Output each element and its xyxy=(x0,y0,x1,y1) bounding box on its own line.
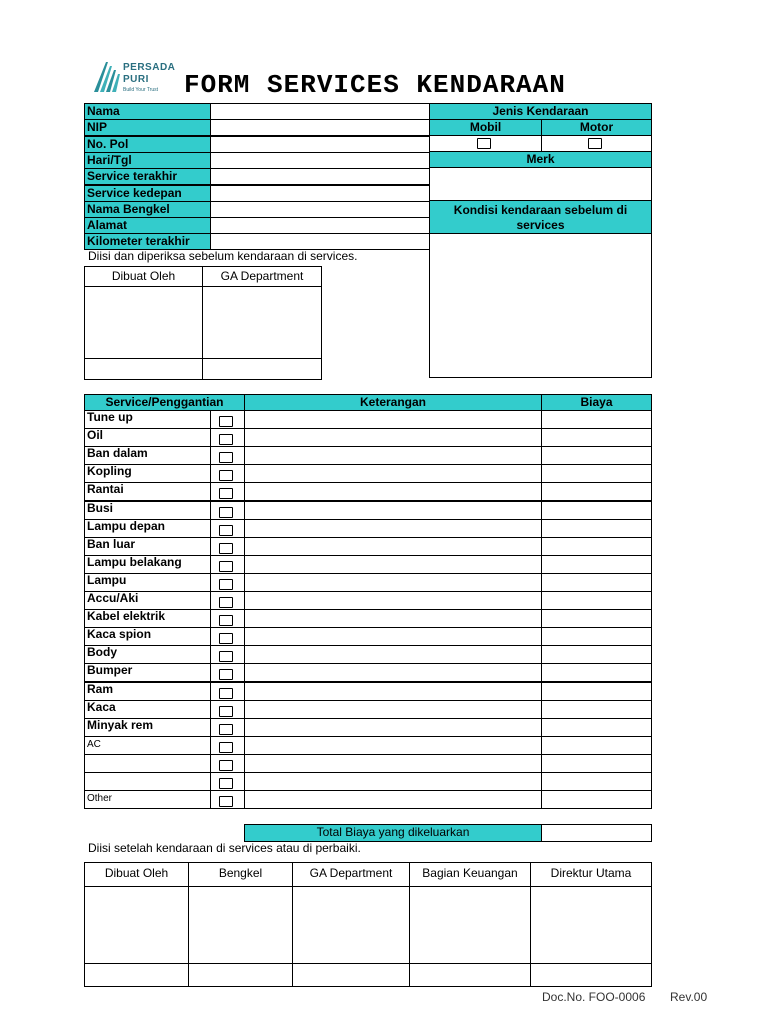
service-checkbox[interactable] xyxy=(219,669,233,680)
page-title: FORM SERVICES KENDARAAN xyxy=(184,70,566,100)
service-item-label: Rantai xyxy=(84,482,211,501)
mobil-checkbox-cell xyxy=(429,135,542,152)
service-item-label: Kaca xyxy=(84,700,211,719)
total-biaya-label: Total Biaya yang dikeluarkan xyxy=(244,824,542,842)
note-after: Diisi setelah kendaraan di services atau di perbaiki. xyxy=(88,841,361,855)
info-field[interactable] xyxy=(210,136,430,153)
motor-checkbox-cell xyxy=(541,135,652,152)
service-checkbox[interactable] xyxy=(219,778,233,789)
service-checkbox-cell xyxy=(210,718,245,737)
service-checkbox[interactable] xyxy=(219,579,233,590)
service-checkbox[interactable] xyxy=(219,416,233,427)
kondisi-field[interactable] xyxy=(429,233,652,378)
col-biaya-header: Biaya xyxy=(541,394,652,411)
service-checkbox[interactable] xyxy=(219,688,233,699)
sign-top-ga-label: GA Department xyxy=(202,266,322,287)
service-item-label: Minyak rem xyxy=(84,718,211,737)
service-checkbox-cell xyxy=(210,790,245,809)
service-item-label xyxy=(84,772,211,791)
service-checkbox-cell xyxy=(210,573,245,592)
motor-header: Motor xyxy=(541,119,652,136)
service-biaya-field[interactable] xyxy=(541,718,652,737)
service-checkbox-cell xyxy=(210,609,245,628)
service-checkbox[interactable] xyxy=(219,724,233,735)
total-biaya-field[interactable] xyxy=(541,824,652,842)
service-checkbox-cell xyxy=(210,537,245,556)
service-checkbox-cell xyxy=(210,627,245,646)
service-checkbox-cell xyxy=(210,682,245,701)
service-biaya-field[interactable] xyxy=(541,573,652,592)
info-label: Service kedepan xyxy=(84,185,211,202)
service-keterangan-field[interactable] xyxy=(244,790,542,809)
info-label: Nama xyxy=(84,103,211,120)
sign-bottom-name[interactable] xyxy=(292,963,410,987)
service-keterangan-field[interactable] xyxy=(244,772,542,791)
sign-bottom-field[interactable] xyxy=(530,886,652,964)
service-item-label: Other xyxy=(84,790,211,809)
sign-bottom-label: Bagian Keuangan xyxy=(409,862,531,887)
service-biaya-field[interactable] xyxy=(541,591,652,610)
service-keterangan-field[interactable] xyxy=(244,482,542,501)
mobil-checkbox[interactable] xyxy=(477,138,491,149)
service-keterangan-field[interactable] xyxy=(244,609,542,628)
sign-bottom-name[interactable] xyxy=(84,963,189,987)
service-biaya-field[interactable] xyxy=(541,609,652,628)
service-checkbox[interactable] xyxy=(219,651,233,662)
service-biaya-field[interactable] xyxy=(541,627,652,646)
note-before: Diisi dan diperiksa sebelum kendaraan di services. xyxy=(88,249,358,263)
sign-top-ga-field[interactable] xyxy=(202,286,322,359)
service-keterangan-field[interactable] xyxy=(244,501,542,520)
sign-bottom-label: Bengkel xyxy=(188,862,293,887)
info-field[interactable] xyxy=(210,233,430,250)
service-checkbox-cell xyxy=(210,772,245,791)
service-checkbox[interactable] xyxy=(219,488,233,499)
service-keterangan-field[interactable] xyxy=(244,555,542,574)
service-item-label: Busi xyxy=(84,501,211,520)
service-checkbox[interactable] xyxy=(219,760,233,771)
service-checkbox-cell xyxy=(210,428,245,447)
service-biaya-field[interactable] xyxy=(541,790,652,809)
service-keterangan-field[interactable] xyxy=(244,700,542,719)
merk-field[interactable] xyxy=(429,167,652,201)
sign-bottom-label: Dibuat Oleh xyxy=(84,862,189,887)
service-checkbox-cell xyxy=(210,645,245,664)
service-keterangan-field[interactable] xyxy=(244,519,542,538)
service-biaya-field[interactable] xyxy=(541,519,652,538)
motor-checkbox[interactable] xyxy=(588,138,602,149)
service-keterangan-field[interactable] xyxy=(244,627,542,646)
sign-bottom-name[interactable] xyxy=(530,963,652,987)
service-checkbox[interactable] xyxy=(219,633,233,644)
sign-bottom-field[interactable] xyxy=(292,886,410,964)
service-item-label: Body xyxy=(84,645,211,664)
service-biaya-field[interactable] xyxy=(541,682,652,701)
sign-top-dibuat-label: Dibuat Oleh xyxy=(84,266,203,287)
service-item-label: Bumper xyxy=(84,663,211,682)
doc-number: Doc.No. FOO-0006 xyxy=(542,990,646,1004)
sign-top-ga-name[interactable] xyxy=(202,358,322,380)
service-item-label: Lampu belakang xyxy=(84,555,211,574)
sign-bottom-field[interactable] xyxy=(84,886,189,964)
service-keterangan-field[interactable] xyxy=(244,718,542,737)
info-field[interactable] xyxy=(210,201,430,218)
sign-bottom-name[interactable] xyxy=(409,963,531,987)
service-item-label: Lampu xyxy=(84,573,211,592)
service-checkbox-cell xyxy=(210,410,245,429)
service-biaya-field[interactable] xyxy=(541,482,652,501)
service-item-label: Ban luar xyxy=(84,537,211,556)
service-checkbox-cell xyxy=(210,663,245,682)
service-checkbox[interactable] xyxy=(219,597,233,608)
service-keterangan-field[interactable] xyxy=(244,464,542,483)
info-label: Service terakhir xyxy=(84,168,211,185)
service-biaya-field[interactable] xyxy=(541,446,652,465)
info-label: Nama Bengkel xyxy=(84,201,211,218)
service-checkbox[interactable] xyxy=(219,507,233,518)
info-label: Hari/Tgl xyxy=(84,152,211,169)
service-biaya-field[interactable] xyxy=(541,501,652,520)
service-checkbox-cell xyxy=(210,482,245,501)
service-item-label: Kabel elektrik xyxy=(84,609,211,628)
service-item-label: Oil xyxy=(84,428,211,447)
service-checkbox[interactable] xyxy=(219,470,233,481)
service-checkbox-cell xyxy=(210,555,245,574)
service-biaya-field[interactable] xyxy=(541,555,652,574)
service-biaya-field[interactable] xyxy=(541,700,652,719)
service-item-label: AC xyxy=(84,736,211,755)
service-keterangan-field[interactable] xyxy=(244,573,542,592)
col-service-header: Service/Penggantian xyxy=(84,394,245,411)
service-item-label: Kaca spion xyxy=(84,627,211,646)
service-item-label: Accu/Aki xyxy=(84,591,211,610)
service-checkbox-cell xyxy=(210,446,245,465)
service-item-label: Tune up xyxy=(84,410,211,429)
sign-top-dibuat-name[interactable] xyxy=(84,358,203,380)
service-checkbox-cell xyxy=(210,519,245,538)
mobil-header: Mobil xyxy=(429,119,542,136)
sign-bottom-field[interactable] xyxy=(409,886,531,964)
service-item-label: Ram xyxy=(84,682,211,701)
service-checkbox[interactable] xyxy=(219,706,233,717)
logo-mark-icon xyxy=(92,58,122,94)
merk-header: Merk xyxy=(429,151,652,168)
info-label: Alamat xyxy=(84,217,211,234)
col-keterangan-header: Keterangan xyxy=(244,394,542,411)
service-checkbox[interactable] xyxy=(219,434,233,445)
jenis-kendaraan-header: Jenis Kendaraan xyxy=(429,103,652,120)
revision: Rev.00 xyxy=(670,990,708,1004)
service-checkbox[interactable] xyxy=(219,561,233,572)
service-checkbox-cell xyxy=(210,464,245,483)
service-keterangan-field[interactable] xyxy=(244,410,542,429)
service-keterangan-field[interactable] xyxy=(244,682,542,701)
service-checkbox[interactable] xyxy=(219,615,233,626)
info-field[interactable] xyxy=(210,217,430,234)
service-biaya-field[interactable] xyxy=(541,464,652,483)
service-checkbox-cell xyxy=(210,736,245,755)
info-label: NIP xyxy=(84,119,211,136)
info-label: Kilometer terakhir xyxy=(84,233,211,250)
company-logo xyxy=(92,58,182,98)
info-label: No. Pol xyxy=(84,136,211,153)
sign-top-dibuat-field[interactable] xyxy=(84,286,203,359)
service-checkbox-cell xyxy=(210,754,245,773)
service-biaya-field[interactable] xyxy=(541,754,652,773)
service-keterangan-field[interactable] xyxy=(244,645,542,664)
logo-tagline: Build Your Trust xyxy=(123,87,159,93)
service-item-label: Lampu depan xyxy=(84,519,211,538)
service-keterangan-field[interactable] xyxy=(244,537,542,556)
service-biaya-field[interactable] xyxy=(541,645,652,664)
service-biaya-field[interactable] xyxy=(541,410,652,429)
service-checkbox-cell xyxy=(210,700,245,719)
kondisi-header-line1: Kondisi kendaraan sebelum di xyxy=(453,203,628,217)
service-keterangan-field[interactable] xyxy=(244,591,542,610)
sign-bottom-field[interactable] xyxy=(188,886,293,964)
sign-bottom-label: GA Department xyxy=(292,862,410,887)
kondisi-header-line2: services xyxy=(516,218,565,232)
service-keterangan-field[interactable] xyxy=(244,736,542,755)
sign-bottom-label: Direktur Utama xyxy=(530,862,652,887)
service-keterangan-field[interactable] xyxy=(244,446,542,465)
info-field[interactable] xyxy=(210,185,430,202)
info-field[interactable] xyxy=(210,119,430,136)
service-checkbox[interactable] xyxy=(219,543,233,554)
service-keterangan-field[interactable] xyxy=(244,754,542,773)
service-checkbox-cell xyxy=(210,591,245,610)
logo-name-2: PURI xyxy=(123,74,149,85)
info-field[interactable] xyxy=(210,152,430,169)
logo-name: PERSADA xyxy=(123,62,176,73)
kondisi-header xyxy=(429,200,652,234)
info-field[interactable] xyxy=(210,103,430,120)
service-checkbox[interactable] xyxy=(219,742,233,753)
service-biaya-field[interactable] xyxy=(541,772,652,791)
service-item-label xyxy=(84,754,211,773)
service-biaya-field[interactable] xyxy=(541,663,652,682)
info-field[interactable] xyxy=(210,168,430,185)
service-keterangan-field[interactable] xyxy=(244,663,542,682)
service-item-label: Kopling xyxy=(84,464,211,483)
service-biaya-field[interactable] xyxy=(541,736,652,755)
service-biaya-field[interactable] xyxy=(541,537,652,556)
service-biaya-field[interactable] xyxy=(541,428,652,447)
service-keterangan-field[interactable] xyxy=(244,428,542,447)
service-checkbox[interactable] xyxy=(219,796,233,807)
service-item-label: Ban dalam xyxy=(84,446,211,465)
sign-bottom-name[interactable] xyxy=(188,963,293,987)
service-checkbox[interactable] xyxy=(219,525,233,536)
service-checkbox-cell xyxy=(210,501,245,520)
service-checkbox[interactable] xyxy=(219,452,233,463)
